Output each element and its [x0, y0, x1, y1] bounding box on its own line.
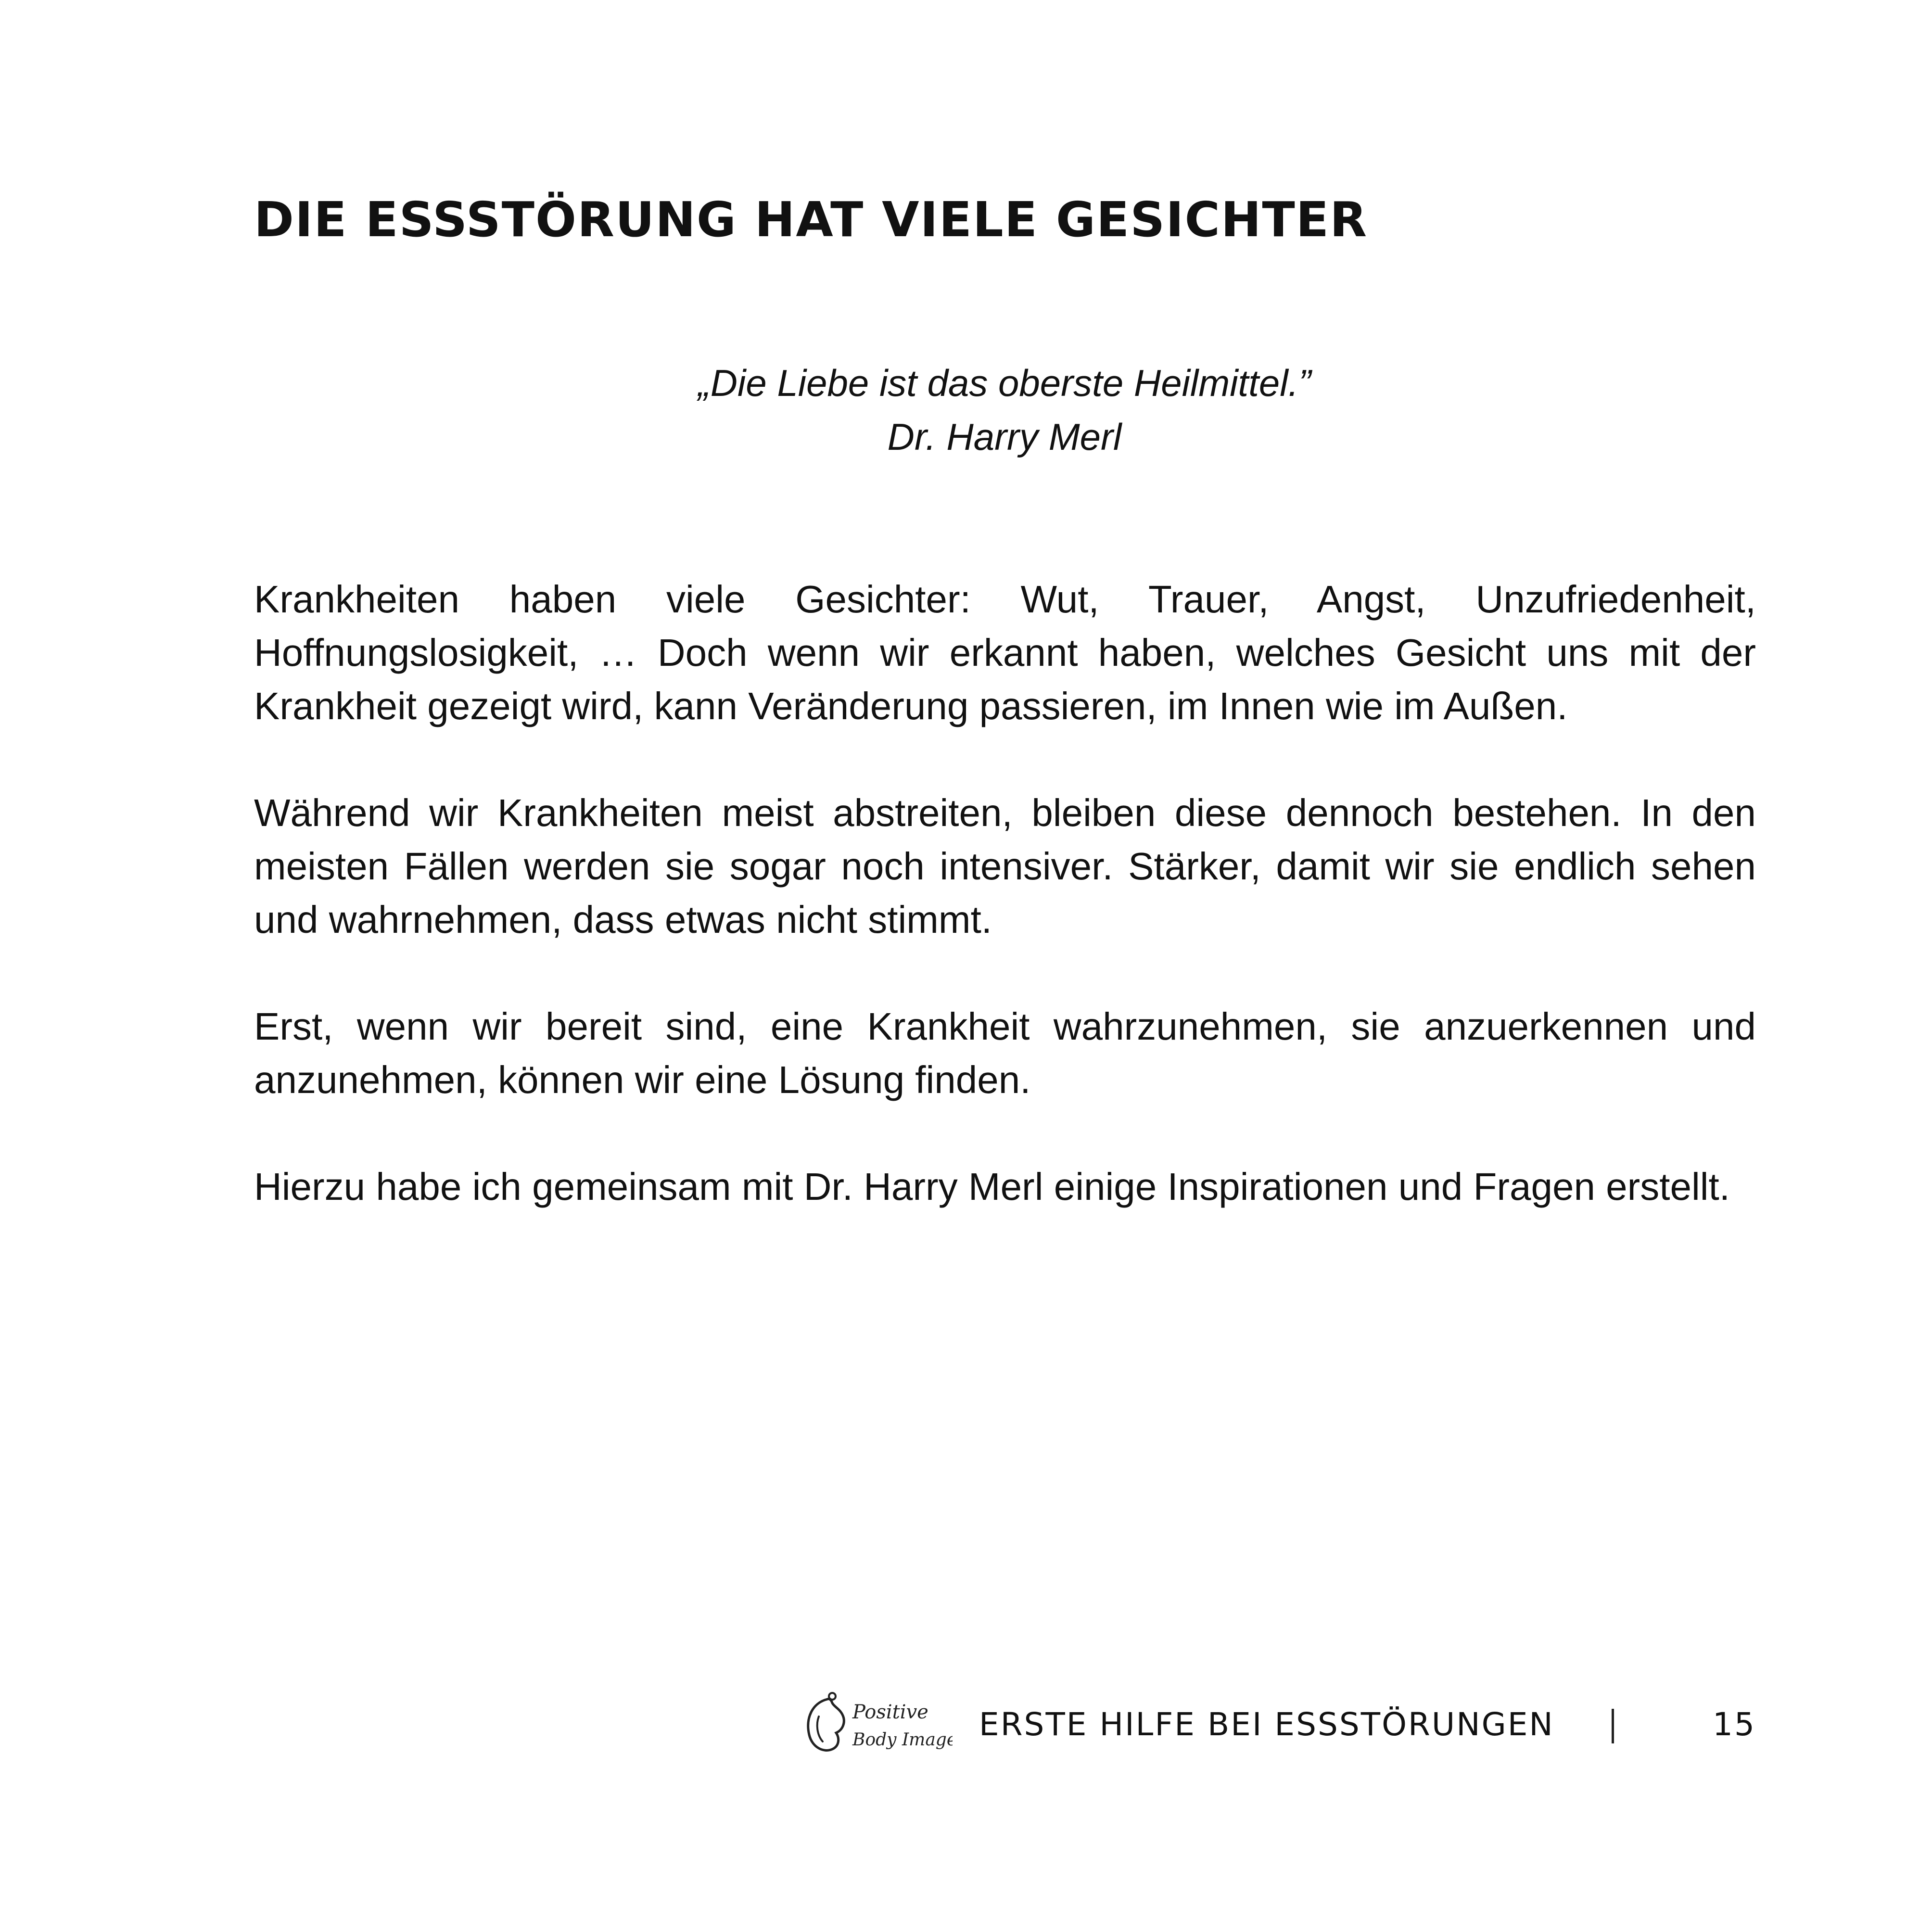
svg-text:Body Image: Body Image — [852, 1730, 953, 1750]
quote-author: Dr. Harry Merl — [887, 416, 1122, 458]
svg-text:Positive: Positive — [852, 1701, 928, 1723]
paragraph: Während wir Krankheiten meist abstreiten, bleiben diese dennoch bestehen. In den meisten Fällen werden sie sogar noch intensiver. Stärker, damit wir sie endlich sehen und wahrnehmen, dass etwas nicht stimmt. — [254, 791, 1756, 941]
paragraph: Hierzu habe ich gemeinsam mit Dr. Harry Merl einige Inspirationen und Fragen erstellt. — [254, 1165, 1730, 1208]
quote-text: „Die Liebe ist das oberste Heilmittel.” — [698, 362, 1311, 404]
page-number: 15 — [1713, 1706, 1756, 1743]
body-text — [254, 572, 1756, 1267]
page-footer — [799, 1689, 1756, 1766]
quote-block — [254, 356, 1755, 464]
footer-divider — [1612, 1709, 1614, 1743]
positive-body-image-logo — [799, 1689, 953, 1761]
paragraph: Krankheiten haben viele Gesichter: Wut, Trauer, Angst, Unzufriedenheit, Hoffnungslosigkeit, … Doch wenn wir erkannt haben, welches Gesicht uns mit der Krankheit gezeigt wird, kann Veränderung passieren, im Innen wie im Außen. — [254, 578, 1756, 727]
paragraph: Erst, wenn wir bereit sind, eine Krankheit wahrzunehmen, sie anzuerkennen und anzunehmen, können wir eine Lösung finden. — [254, 1005, 1756, 1101]
page-title: DIE ESSSTÖRUNG HAT VIELE GESICHTER — [254, 191, 1368, 248]
footer-book-title: ERSTE HILFE BEI ESSSTÖRUNGEN — [979, 1706, 1554, 1743]
